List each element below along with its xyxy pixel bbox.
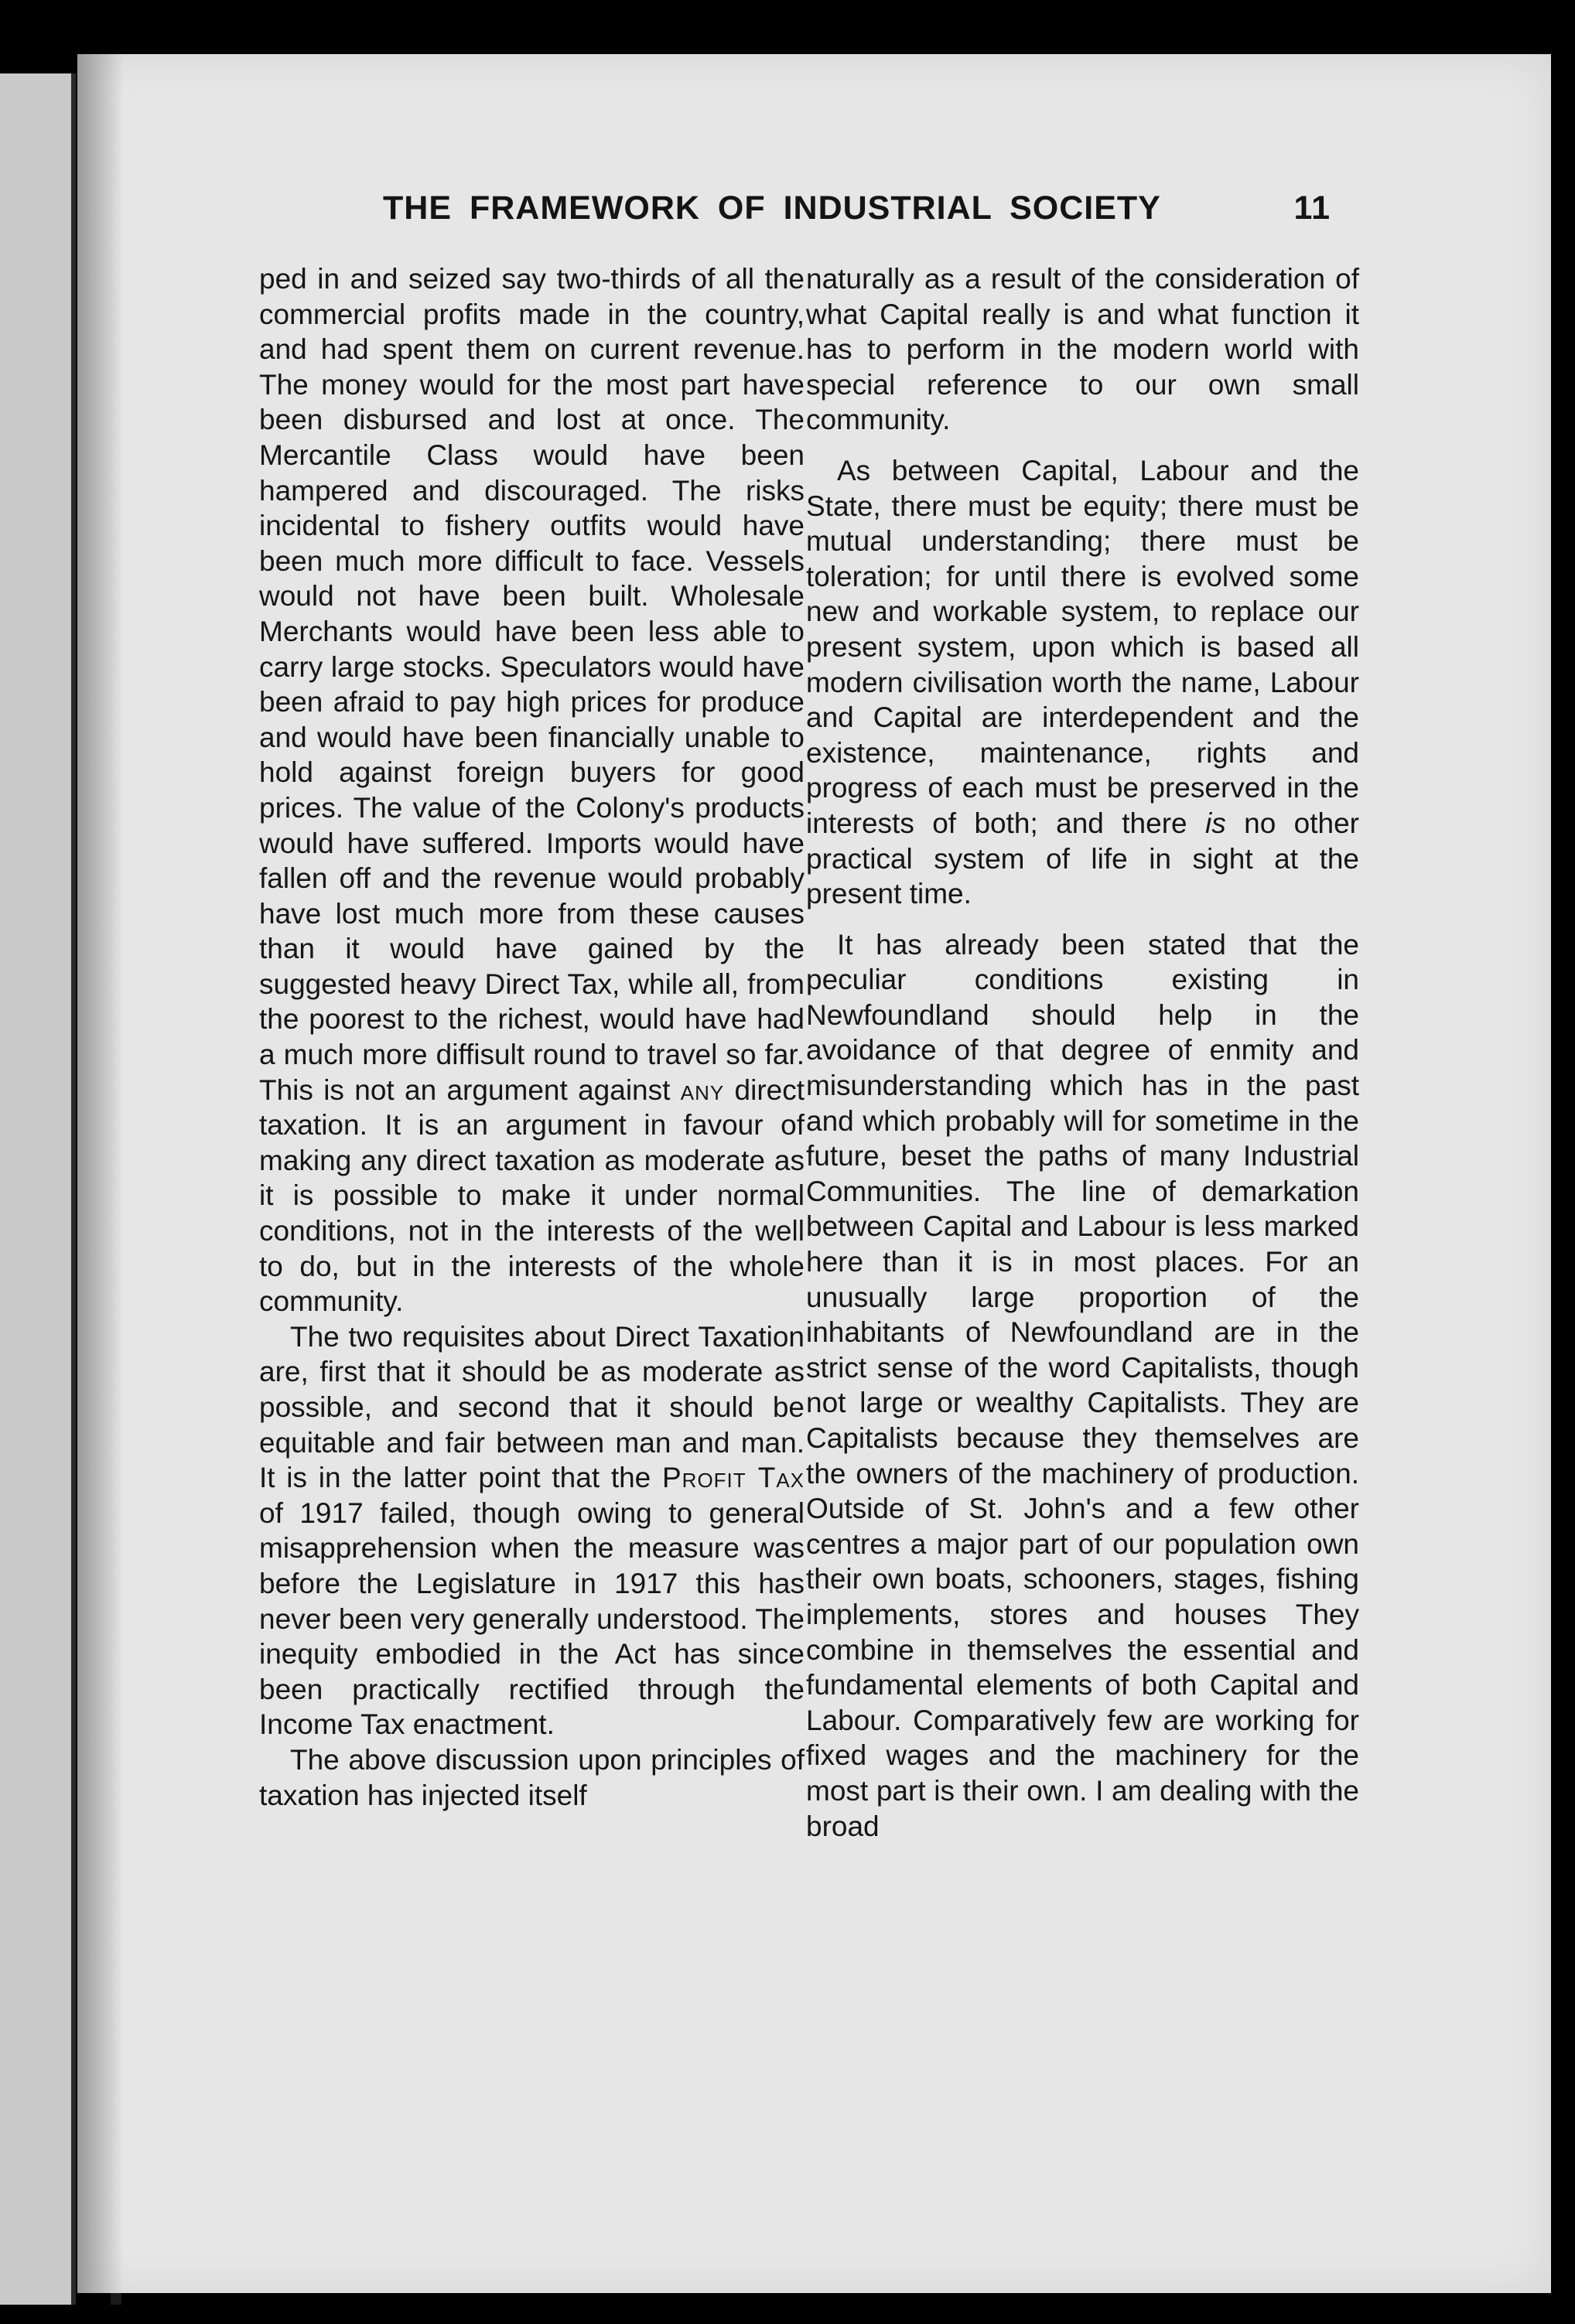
gutter-shadow [77,54,124,2293]
paragraph-text: As between Capital, Labour and the State, there must be equity; there must be mutual understanding; there must be toleration; for until there is evolved some new and workable system, to replace our present system, upon which is based all modern civilisation worth the name, Labour and Capital are interdependent and the existence, maintenance, rights and progress of each must be preserved in the interests of both; and there [806,454,1359,839]
emphasis-profit-tax: Profit Tax [662,1462,805,1494]
paragraph-text: of 1917 failed, though owing to general misapprehension when the measure was before the Legislature in 1917 this has never been very generally understood. The inequity embodied in the Act has since been practically rectified through the Income Tax enactment. [259,1496,805,1741]
paragraph-text: The above discussion upon principles of taxation has injected itself [259,1743,805,1811]
running-head [383,189,1331,244]
paragraph-text: ped in and seized say two-thirds of all the commercial profits made in the country, and had spent them on current revenue. The money would for the most part have been disbursed and lost at once. The Mercantile Class would have been hampered and discouraged. The risks incidental to fishery outfits would have been much more difficult to face. Vessels would not have been built. Wholesale Merchants would have been less able to carry large stocks. Speculators would have been afraid to pay high prices for produce and would have been financially unable to hold against foreign buyers for good prices. The value of the Colony's products would have suffered. Imports would have fallen off and the revenue would probably have lost much more from these causes than it would have gained by the suggested heavy Direct Tax, while all, from the poorest to the richest, would have had a much more diffisult round to travel so far. This is not an argument against [259,263,805,1106]
paragraph [259,1319,805,1742]
paragraph-text: direct taxation. It is an argument in favour of making any direct taxation as moderate as it is possible to make it under normal conditions, not in the interests of the well to do, but in the interests of the whole community. [259,1073,805,1318]
right-column [806,261,1359,1844]
paragraph-text: naturally as a result of the consideration of what Capital really is and what function it has to perform in the modern world with special reference to our own small community. [806,263,1359,436]
page-number: 11 [1293,189,1331,227]
emphasis-any: any [680,1073,725,1106]
paragraph [806,927,1359,1844]
left-column [259,261,805,1813]
facing-page-edge [0,73,76,2305]
paragraph-text: The two requisites about Direct Taxation are, first that it should be as moderate as possible, and second that it should be equitable and fair between man and man. It is in the latter point that the [259,1320,805,1494]
paragraph-text: no other practical system of life in sight at the present time. [806,807,1359,910]
paragraph [806,453,1359,912]
paragraph-text: It has already been stated that the peculiar conditions existing in Newfoundland should help in the avoidance of that degree of enmity and misunderstanding which has in the past and which probably will for sometime in the future, beset the paths of many Industrial Communities. The line of demarkation between Capital and Labour is less marked here than it is in most places. For an unusually large proportion of the inhabitants of Newfoundland are in the strict sense of the word Capitalists, though not large or wealthy Capitalists. They are Capitalists because they themselves are the owners of the machinery of production. Outside of St. John's and a few other centres a major part of our population own their own boats, schooners, stages, fishing implements, stores and houses They combine in themselves the essential and fundamental elements of both Capital and Labour. Comparatively few are working for fixed wages and the machinery for the most part is their own. I am dealing with the broad [806,928,1359,1842]
paragraph [806,261,1359,438]
paragraph [259,261,805,1319]
running-title: THE FRAMEWORK OF INDUSTRIAL SOCIETY [383,189,1161,227]
emphasis-is: is [1205,807,1226,839]
paragraph [259,1742,805,1813]
